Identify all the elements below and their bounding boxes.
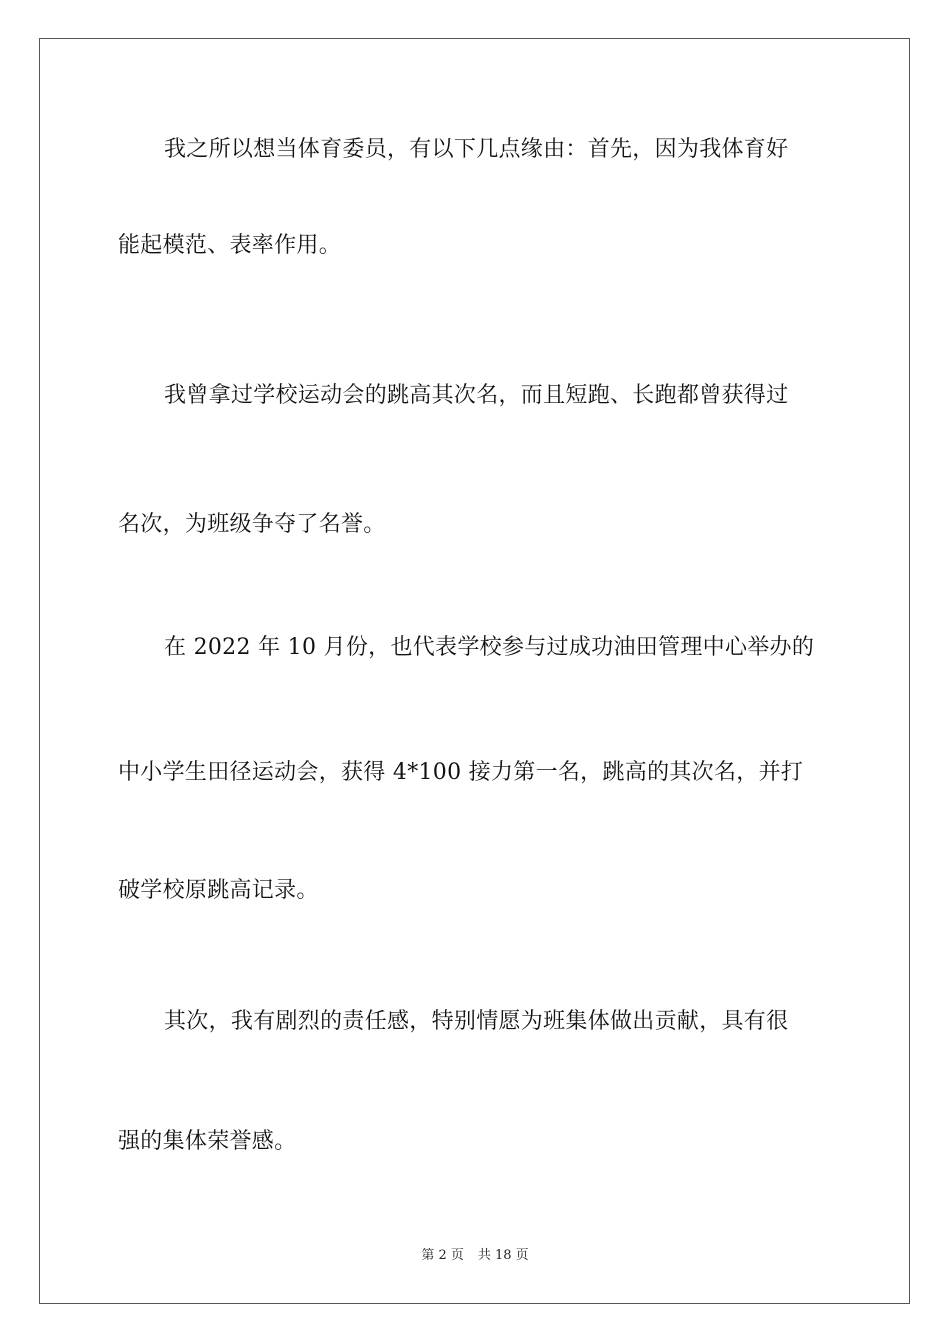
paragraph-line: 我曾拿过学校运动会的跳高其次名，而且短跑、长跑都曾获得过 xyxy=(164,383,789,408)
page-frame xyxy=(39,38,910,1304)
paragraph-line: 强的集体荣誉感。 xyxy=(118,1129,297,1154)
paragraph-line: 能起模范、表率作用。 xyxy=(118,233,342,258)
paragraph-line: 中小学生田径运动会，获得 4*100 接力第一名，跳高的其次名，并打 xyxy=(118,760,804,785)
page-total: 共 18 页 xyxy=(477,1248,529,1263)
paragraph-line: 我之所以想当体育委员，有以下几点缘由：首先，因为我体育好 xyxy=(164,137,789,162)
paragraph-line: 在 2022 年 10 月份，也代表学校参与过成功油田管理中心举办的 xyxy=(164,635,815,660)
paragraph-line: 其次，我有剧烈的责任感，特别情愿为班集体做出贡献，具有很 xyxy=(164,1009,789,1034)
page-footer xyxy=(0,1247,950,1265)
paragraph-line: 名次，为班级争夺了名誉。 xyxy=(118,512,386,537)
page-number: 第 2 页 xyxy=(421,1248,464,1263)
paragraph-line: 破学校原跳高记录。 xyxy=(118,878,319,903)
